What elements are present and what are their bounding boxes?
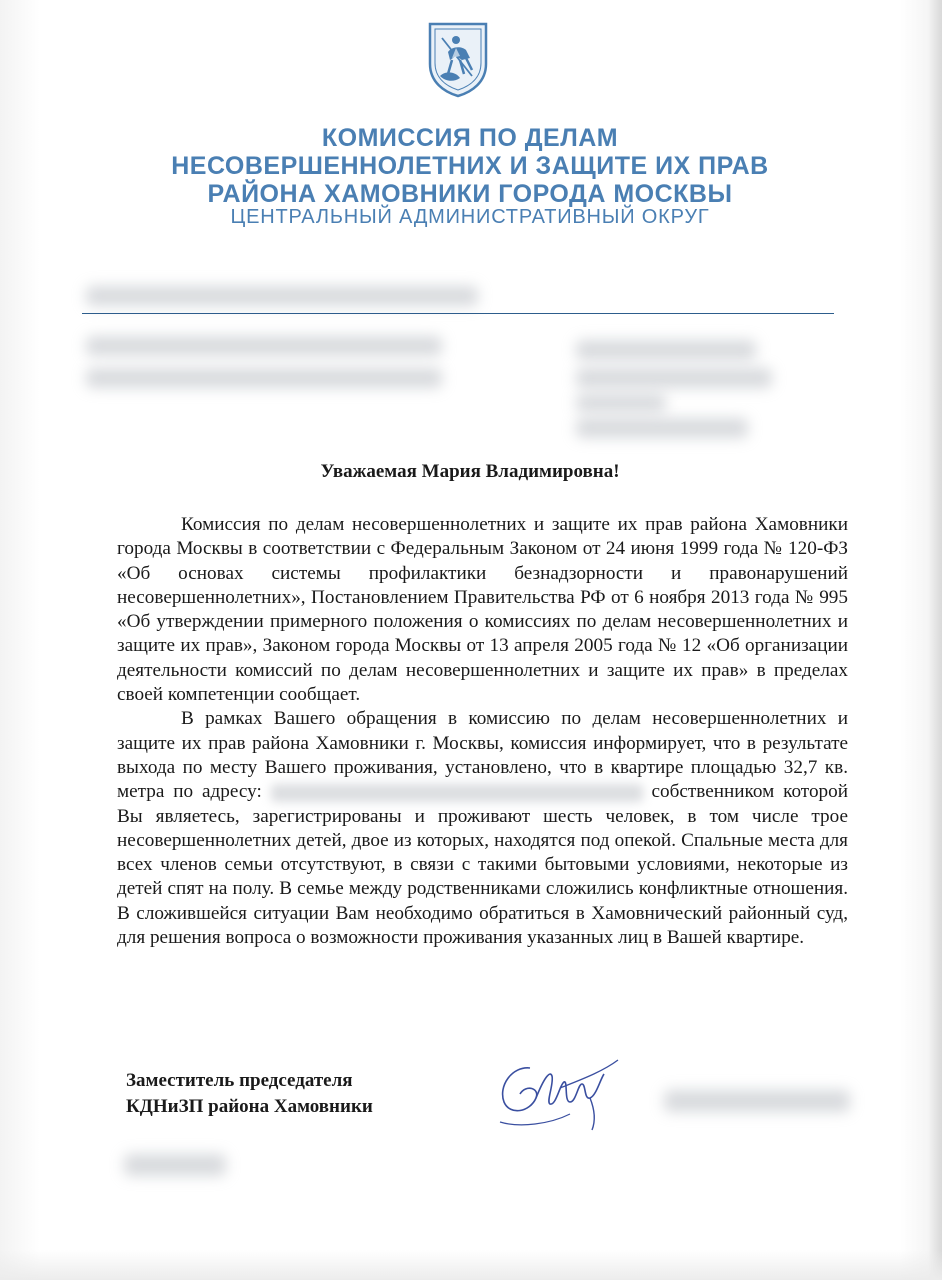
header-line-1: КОМИССИЯ ПО ДЕЛАМ <box>321 124 619 152</box>
redacted-outgoing-number <box>86 336 442 356</box>
header-divider <box>82 313 834 314</box>
header-line-3: РАЙОНА ХАМОВНИКИ ГОРОДА МОСКВЫ <box>207 180 733 208</box>
moscow-coat-of-arms-icon <box>426 20 490 98</box>
handwritten-signature-icon <box>490 1050 630 1134</box>
redacted-recipient-line-1 <box>576 340 756 360</box>
greeting: Уважаемая Мария Владимировна! <box>320 461 620 482</box>
redacted-outgoing-date <box>86 368 442 388</box>
redacted-recipient-line-2 <box>576 368 772 388</box>
signer-title-line-2: КДНиЗП района Хамовники <box>126 1096 373 1117</box>
signer-title-line-1: Заместитель председателя <box>126 1070 353 1091</box>
redacted-street-address <box>271 784 643 802</box>
redacted-executor <box>124 1154 226 1176</box>
header-line-2: НЕСОВЕРШЕННОЛЕТНИХ И ЗАЩИТЕ ИХ ПРАВ <box>171 152 769 180</box>
redacted-address-line <box>86 286 478 306</box>
redacted-recipient-line-3 <box>576 394 666 412</box>
paragraph-2-after-address: собственником которой Вы являетесь, зарегистрированы и проживают шесть человек, в том числе трое несовершеннолетних детей, двое из которых, находятся под опекой. Спальные места для всех членов семьи отсутствуют, в связи с такими бытовыми условиями, некоторые из детей спят на полу. В семье между родственниками сложились конфликтные отношения. В сложившейся ситуации Вам необходимо обратиться в Хамовнический районный суд, для решения вопроса о возможности проживания указанных лиц в Вашей квартире. <box>117 781 848 949</box>
paragraph-1: Комиссия по делам несовершеннолетних и защите их прав района Хамовники города Москвы в соответствии с Федеральным Законом от 24 июня 1999 года № 120-ФЗ «Об основах системы профилактики безнадзорности и правонарушений несовершеннолетних», Постановлением Правительства РФ от 6 ноября 2013 года № 995 «Об утверждении примерного положения о комиссиях по делам несовершеннолетних и защите их прав», Законом города Москвы от 13 апреля 2005 года № 12 «Об организации деятельности комиссий по делам несовершеннолетних и защите их прав» в пределах своей компетенции сообщает. <box>117 514 848 706</box>
header-line-4: ЦЕНТРАЛЬНЫЙ АДМИНИСТРАТИВНЫЙ ОКРУГ <box>230 206 710 228</box>
photo-edge-shadow-bottom <box>0 1250 942 1280</box>
signer-title <box>126 1068 373 1120</box>
paragraph-2 <box>117 707 848 950</box>
letter-body <box>117 513 848 950</box>
paragraph-2-before-address: В рамках Вашего обращения в комиссию по делам несовершеннолетних и защите их прав района Хамовники г. Москвы, комиссия информирует, что в результате выхода по месту Вашего проживания, установлено, что в квартире площадью 32,7 кв. метра по адресу: <box>117 708 848 803</box>
redacted-recipient-line-4 <box>576 418 748 438</box>
redacted-signer-name <box>664 1090 850 1112</box>
photo-edge-shadow-right <box>928 0 942 1280</box>
